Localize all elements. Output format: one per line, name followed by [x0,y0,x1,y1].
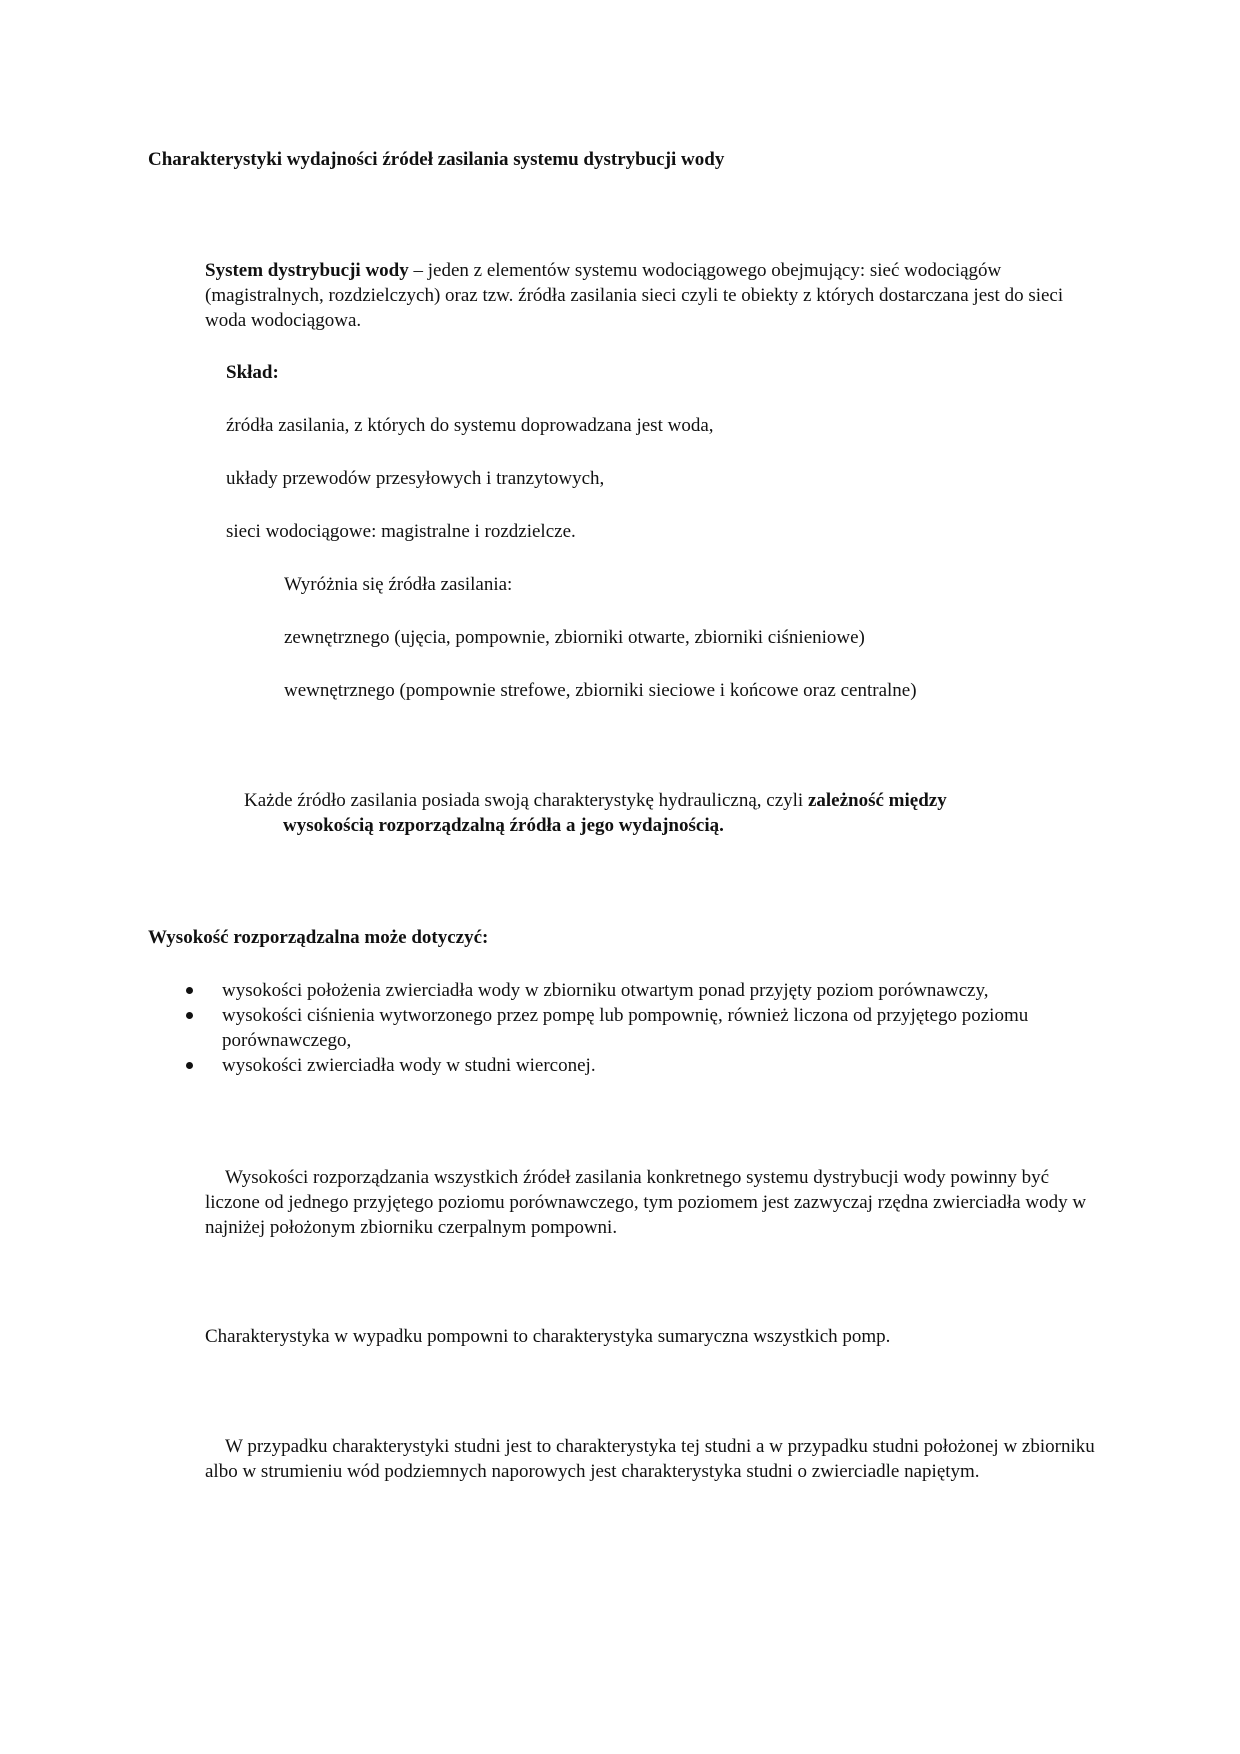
list-item [186,1003,1106,1053]
composition-item: źródła zasilania, z których do systemu doprowadzana jest woda, [226,415,714,436]
list-item-text: wysokości położenia zwierciadła wody w zbiorniku otwartym ponad przyjęty poziom porównawczy, [222,980,989,1001]
characteristic-text: Każde źródło zasilania posiada swoją charakterystykę hydrauliczną, czyli [244,790,808,811]
height-list [186,978,1106,1078]
height-heading: Wysokość rozporządzalna może dotyczyć: [148,927,489,948]
characteristic-bold-2: wysokością rozporządzalną źródła a jego wydajnością. [283,815,724,836]
list-item [186,1053,1106,1078]
sources-item: wewnętrznego (pompownie strefowe, zbiorniki sieciowe i końcowe oraz centralne) [284,680,917,701]
wells-text: W przypadku charakterystyki studni jest to charakterystyka tej studni a w przypadku studni położonej w zbiorniku albo w strumieniu wód podziemnych naporowych jest charakterystyka studni o zwierciadle napiętym. [205,1436,1095,1482]
composition-item: układy przewodów przesyłowych i tranzytowych, [226,468,605,489]
wells-paragraph [205,1434,1105,1484]
definition-paragraph [205,258,1105,333]
levels-text: Wysokości rozporządzania wszystkich źródeł zasilania konkretnego systemu dystrybucji wody powinny być liczone od jednego przyjętego poziomu porównawczego, tym poziomem jest zazwyczaj rzędna zwierciadła wody w najniżej położonym zbiorniku czerpalnym pompowni. [205,1167,1087,1238]
definition-text: – jeden z elementów systemu wodociągowego obejmujący: sieć wodociągów (magistralnych, rozdzielczych) oraz tzw. źródła zasilania sieci czyli te obiekty z których dostarczana jest do sieci woda wodociągowa. [205,260,1064,331]
characteristic-bold-1: zależność między [807,790,947,811]
bullet-icon [186,987,193,994]
bullet-icon [186,1062,193,1069]
list-item [186,978,1106,1003]
list-item-text: wysokości ciśnienia wytworzonego przez pompę lub pompownię, również liczona od przyjętego poziomu porównawczego, [222,1005,1029,1051]
definition-term: System dystrybucji wody [205,260,409,281]
composition-heading: Skład: [226,362,279,383]
sources-heading: Wyróżnia się źródła zasilania: [284,574,513,595]
composition-item: sieci wodociągowe: magistralne i rozdzielcze. [226,521,576,542]
document-title: Charakterystyki wydajności źródeł zasilania systemu dystrybucji wody [148,149,725,170]
pumps-paragraph: Charakterystyka w wypadku pompowni to charakterystyka sumaryczna wszystkich pomp. [205,1326,891,1347]
list-item-text: wysokości zwierciadła wody w studni wierconej. [222,1055,596,1076]
bullet-icon [186,1012,193,1019]
levels-paragraph [205,1165,1105,1240]
characteristic-paragraph [244,788,1104,838]
sources-item: zewnętrznego (ujęcia, pompownie, zbiorniki otwarte, zbiorniki ciśnieniowe) [284,627,865,648]
